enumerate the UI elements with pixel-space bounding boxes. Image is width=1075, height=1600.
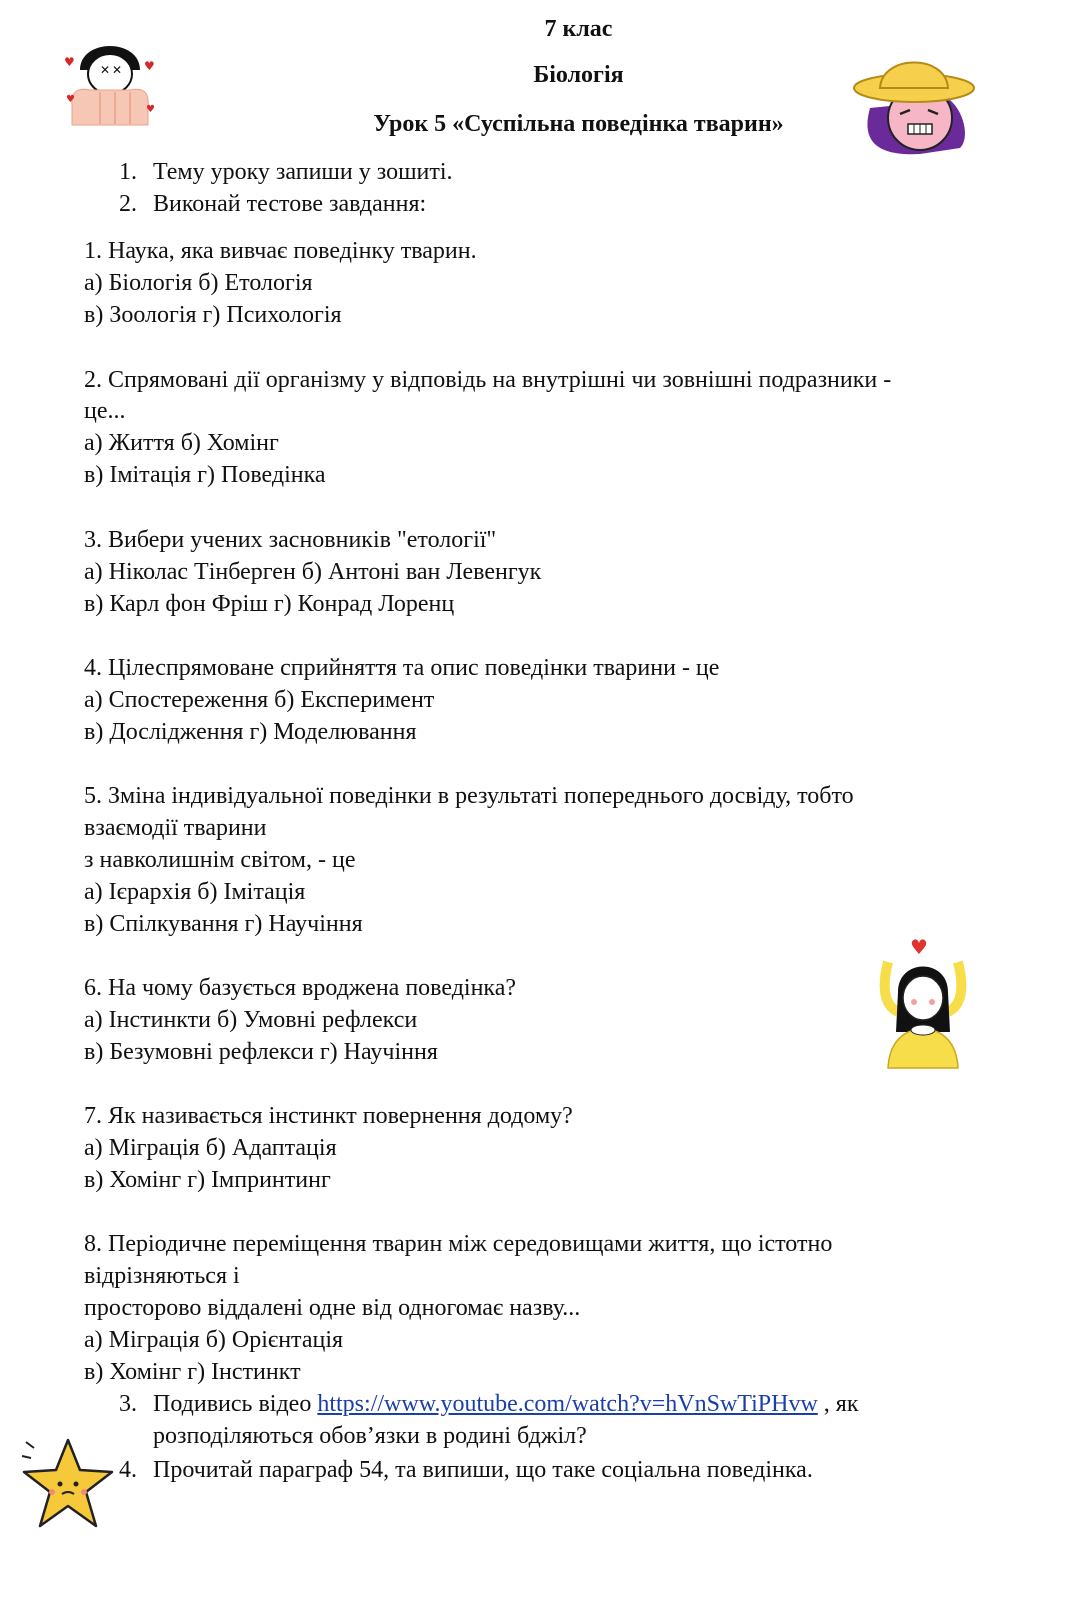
answer-options: а) Міграція б) Адаптація <box>84 1135 337 1161</box>
svg-text:♥: ♥ <box>64 55 75 69</box>
answer-options: а) Ієрархія б) Імітація <box>84 879 306 905</box>
video-link[interactable]: https://www.youtube.com/watch?v=hVnSwTiPHvw <box>317 1391 818 1417</box>
question-5-cont: з навколишнім світом, - це <box>84 847 356 873</box>
star-sticker-icon <box>18 1434 118 1534</box>
svg-text:✕: ✕ <box>112 63 123 77</box>
svg-text:♥: ♥ <box>144 59 155 73</box>
question-2: 2. Спрямовані дії організму у відповідь на внутрішні чи зовнішні подразники - <box>84 367 892 393</box>
answer-options: а) Ніколас Тінберген б) Антоні ван Левенгук <box>84 559 542 585</box>
subject-title: Біологія <box>533 62 624 88</box>
girl-heart-sticker-icon <box>868 932 978 1072</box>
question-5-cont: взаємодії тварини <box>84 815 267 841</box>
question-7: 7. Як називається інстинкт повернення додому? <box>84 1103 573 1129</box>
answer-options: в) Безумовні рефлекси г) Научіння <box>84 1039 438 1065</box>
task-3-text: Подивись відео <box>153 1391 312 1417</box>
question-6: 6. На чому базується вроджена поведінка? <box>84 975 517 1001</box>
question-8-cont: відрізняються і <box>84 1263 240 1289</box>
angry-girl-with-hat-sticker-icon <box>850 48 980 158</box>
question-2-cont: це... <box>84 398 126 424</box>
answer-options: в) Спілкування г) Научіння <box>84 911 363 937</box>
answer-options: в) Карл фон Фріш г) Конрад Лоренц <box>84 591 455 617</box>
lesson-title: Урок 5 «Суспільна поведінка тварин» <box>373 111 784 137</box>
question-3: 3. Вибери учених засновників "етології" <box>84 527 497 553</box>
answer-options: а) Життя б) Хомінг <box>84 430 279 456</box>
answer-options: а) Спостереження б) Експеримент <box>84 687 435 713</box>
answer-options: в) Хомінг г) Інстинкт <box>84 1359 301 1385</box>
question-4: 4. Цілеспрямоване сприйняття та опис поведінки тварини - це <box>84 655 720 681</box>
answer-options: в) Зоологія г) Психологія <box>84 302 342 328</box>
answer-options: а) Інстинкти б) Умовні рефлекси <box>84 1007 418 1033</box>
svg-text:♥: ♥ <box>146 104 155 115</box>
answer-options: в) Дослідження г) Моделювання <box>84 719 417 745</box>
task-3-line-2: розподіляються обов’язки в родині бджіл? <box>153 1423 587 1449</box>
task-3-suffix: , як <box>823 1391 859 1417</box>
question-8: 8. Періодичне переміщення тварин між середовищами життя, що істотно <box>84 1231 833 1257</box>
question-5: 5. Зміна індивідуальної поведінки в результаті попереднього досвіду, тобто <box>84 783 854 809</box>
svg-text:✕: ✕ <box>100 63 111 77</box>
question-8-cont: просторово віддалені одне від одногомає назву... <box>84 1295 581 1321</box>
answer-options: а) Міграція б) Орієнтація <box>84 1327 344 1353</box>
svg-text:♥: ♥ <box>910 935 928 959</box>
answer-options: а) Біологія б) Етологія <box>84 270 313 296</box>
answer-options: в) Імітація г) Поведінка <box>84 462 326 488</box>
svg-text:♥: ♥ <box>66 94 75 105</box>
answer-options: в) Хомінг г) Імпринтинг <box>84 1167 331 1193</box>
grade-title: 7 клас <box>544 16 613 42</box>
excited-girl-sticker-icon <box>60 30 160 130</box>
question-1: 1. Наука, яка вивчає поведінку тварин. <box>84 238 477 264</box>
